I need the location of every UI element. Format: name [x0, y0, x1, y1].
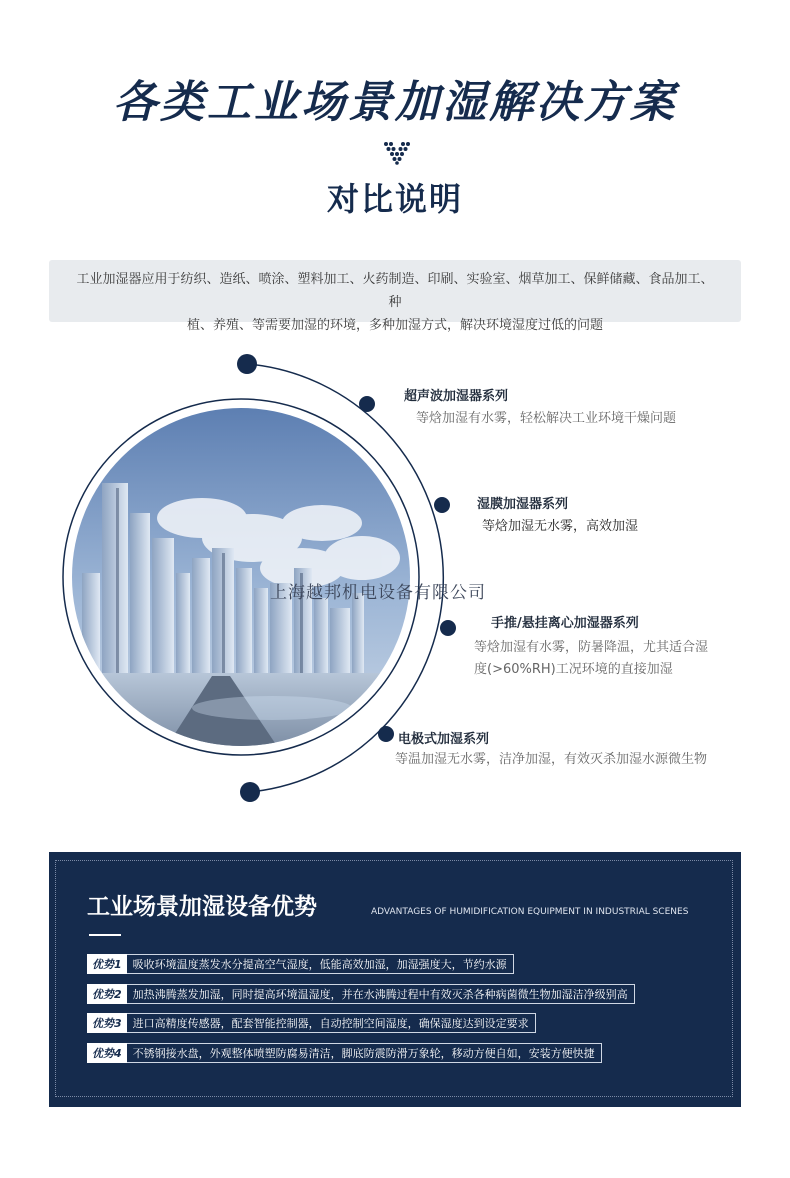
advantages-panel [49, 852, 741, 1107]
page-title: 各类工业场景加湿解决方案 [113, 77, 677, 128]
intro-box [49, 260, 741, 333]
intro-line: 植、养殖、等需要加湿的环境，多种加湿方式，解决环境湿度过低的问题 [186, 318, 603, 333]
feature-desc-wet-film: 等焓加湿无水雾，高效加湿 [482, 519, 639, 534]
advantages-title: 工业场景加湿设备优势 [87, 894, 317, 920]
feature-title-electrode: 电极式加湿系列 [398, 732, 490, 747]
advantage-badge: 优势3 [87, 1013, 127, 1033]
advantage-badge: 优势1 [87, 954, 127, 974]
feature-desc-ultrasonic: 等焓加湿有水雾，轻松解决工业环境干燥问题 [416, 411, 677, 426]
advantage-badge: 优势4 [87, 1043, 127, 1063]
feature-desc-electrode: 等温加湿无水雾，洁净加湿，有效灭杀加湿水源微生物 [395, 752, 708, 767]
advantage-badge: 优势2 [87, 984, 127, 1004]
advantage-text: 进口高精度传感器，配套智能控制器，自动控制空间湿度，确保湿度达到设定要求 [127, 1013, 536, 1033]
advantage-item [87, 954, 514, 974]
title-underline [89, 934, 121, 936]
feature-title-ultrasonic: 超声波加湿器系列 [404, 389, 509, 404]
advantage-item [87, 1013, 536, 1033]
feature-desc-centrifugal-2: 度(>60%RH)工况环境的直接加湿 [474, 662, 673, 677]
feature-title-centrifugal: 手推/悬挂离心加湿器系列 [491, 616, 639, 631]
advantage-item [87, 984, 635, 1004]
feature-desc-centrifugal-1: 等焓加湿有水雾，防暑降温，尤其适合湿 [474, 640, 709, 655]
section-subtitle: 对比说明 [326, 180, 463, 218]
advantage-text: 加热沸腾蒸发加湿，同时提高环境温湿度，并在水沸腾过程中有效灭杀各种病菌微生物加湿洁净级别高 [127, 984, 635, 1004]
advantages-subtitle: ADVANTAGES OF HUMIDIFICATION EQUIPMENT IN INDUSTRIAL SCENES [371, 907, 689, 917]
dot-triangle-logo-icon [383, 141, 411, 165]
intro-line: 工业加湿器应用于纺织、造纸、喷涂、塑料加工、火药制造、印刷、实验室、烟草加工、保鲜储藏、食品加工、种 [76, 272, 714, 310]
advantage-text: 不锈钢接水盘，外观整体喷塑防腐易清洁，脚底防震防滑万象轮，移动方便自如，安装方便快捷 [127, 1043, 602, 1063]
industrial-city-photo [72, 408, 410, 746]
advantage-item [87, 1043, 602, 1063]
company-watermark: 上海越邦机电设备有限公司 [270, 583, 486, 603]
feature-title-wet-film: 湿膜加湿器系列 [477, 497, 569, 512]
advantage-text: 吸收环境温度蒸发水分提高空气湿度，低能高效加湿，加湿强度大，节约水源 [127, 954, 514, 974]
